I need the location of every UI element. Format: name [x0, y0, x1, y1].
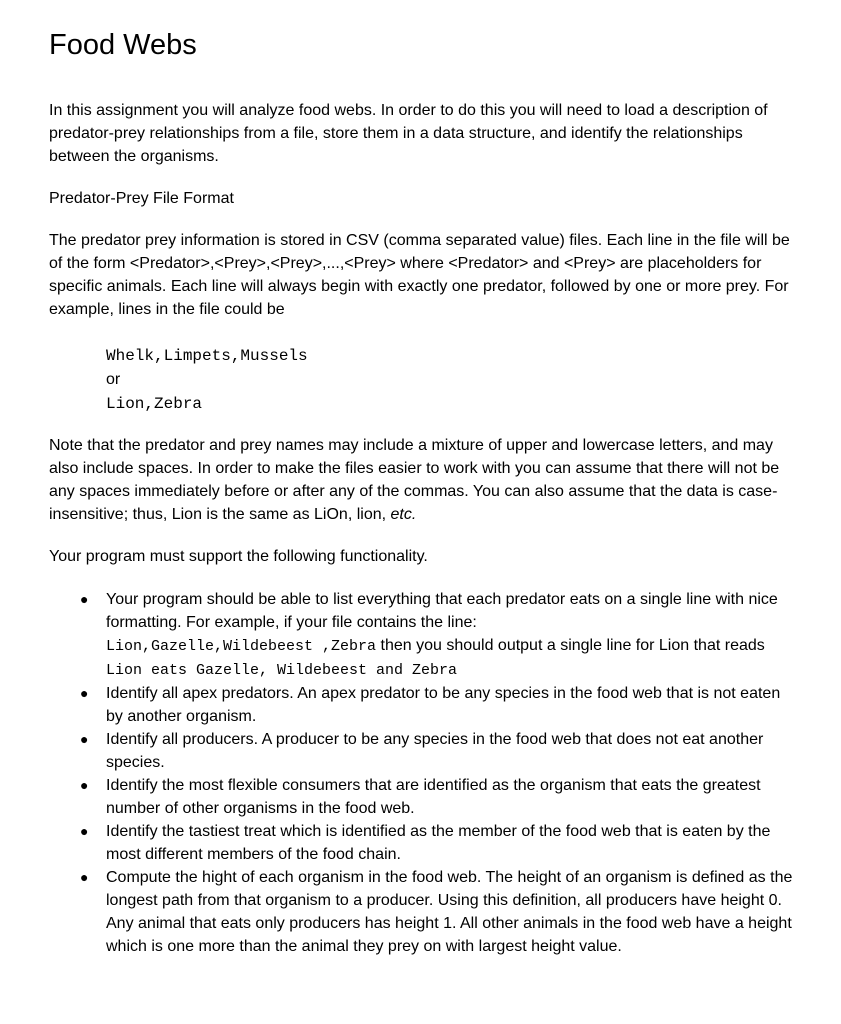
feature-code: Lion,Gazelle,Wildebeest ,Zebra: [106, 638, 377, 655]
list-item: [49, 866, 794, 958]
format-paragraph: The predator prey information is stored in CSV (comma separated value) files. Each line in the file will be of the form <Predator>,<Prey>,<Prey>,...,<Prey> where <Predator> and <Prey> are placeholders for specific animals. Each line will always begin with exactly one predator, followed by one or more prey. For example, lines in the file could be: [49, 232, 790, 318]
example-or: or: [106, 371, 121, 388]
page-title: Food Webs: [49, 29, 197, 61]
note-paragraph: [49, 434, 794, 526]
feature-code: Lion eats Gazelle, Wildebeest and Zebra: [106, 662, 458, 679]
list-item: [49, 774, 794, 820]
intro-paragraph: In this assignment you will analyze food webs. In order to do this you will need to load a description of predator-prey relationships from a file, store them in a data structure, and identify the relationships between the organisms.: [49, 102, 768, 165]
example-line-lion: Lion,Zebra: [106, 395, 203, 413]
feature-text: then you should output a single line for Lion that reads: [376, 637, 765, 654]
bullet-icon: ●: [80, 869, 89, 885]
bullet-icon: ●: [80, 731, 89, 747]
feature-text: Identify all apex predators. An apex predator to be any species in the food web that is not eaten by another organism.: [106, 685, 781, 725]
bullet-icon: ●: [80, 591, 89, 607]
list-item: [49, 682, 794, 728]
example-line-whelk: Whelk,Limpets,Mussels: [106, 347, 308, 365]
bullet-icon: ●: [80, 685, 89, 701]
feature-list: [49, 588, 794, 958]
list-item: [49, 820, 794, 866]
section-heading: Predator-Prey File Format: [49, 190, 234, 207]
feature-text: Compute the hight of each organism in the food web. The height of an organism is defined as the longest path from that organism to a producer. Using this definition, all producers have height 0. Any animal that eats only producers has height 1. All other animals in the food web have a height which is one more than the animal they prey on with largest height value.: [106, 869, 793, 955]
functionality-intro: Your program must support the following functionality.: [49, 548, 428, 565]
feature-text: Identify all producers. A producer to be any species in the food web that does not eat another species.: [106, 731, 764, 771]
bullet-icon: ●: [80, 777, 89, 793]
list-item: [49, 588, 794, 682]
list-item: [49, 728, 794, 774]
note-etc: etc.: [390, 506, 417, 523]
note-text: Note that the predator and prey names may include a mixture of upper and lowercase letters, and may also include spaces. In order to make the files easier to work with you can assume that there will not be any spaces immediately before or after any of the commas. You can also assume that the data is case-insensitive; thus, Lion is the same as LiOn, lion,: [49, 437, 780, 523]
feature-text: Your program should be able to list everything that each predator eats on a single line with nice formatting. For example, if your file contains the line:: [106, 591, 778, 631]
feature-text: Identify the most flexible consumers that are identified as the organism that eats the greatest number of other organisms in the food web.: [106, 777, 761, 817]
bullet-icon: ●: [80, 823, 89, 839]
feature-text: Identify the tastiest treat which is identified as the member of the food web that is eaten by the most different members of the food chain.: [106, 823, 771, 863]
